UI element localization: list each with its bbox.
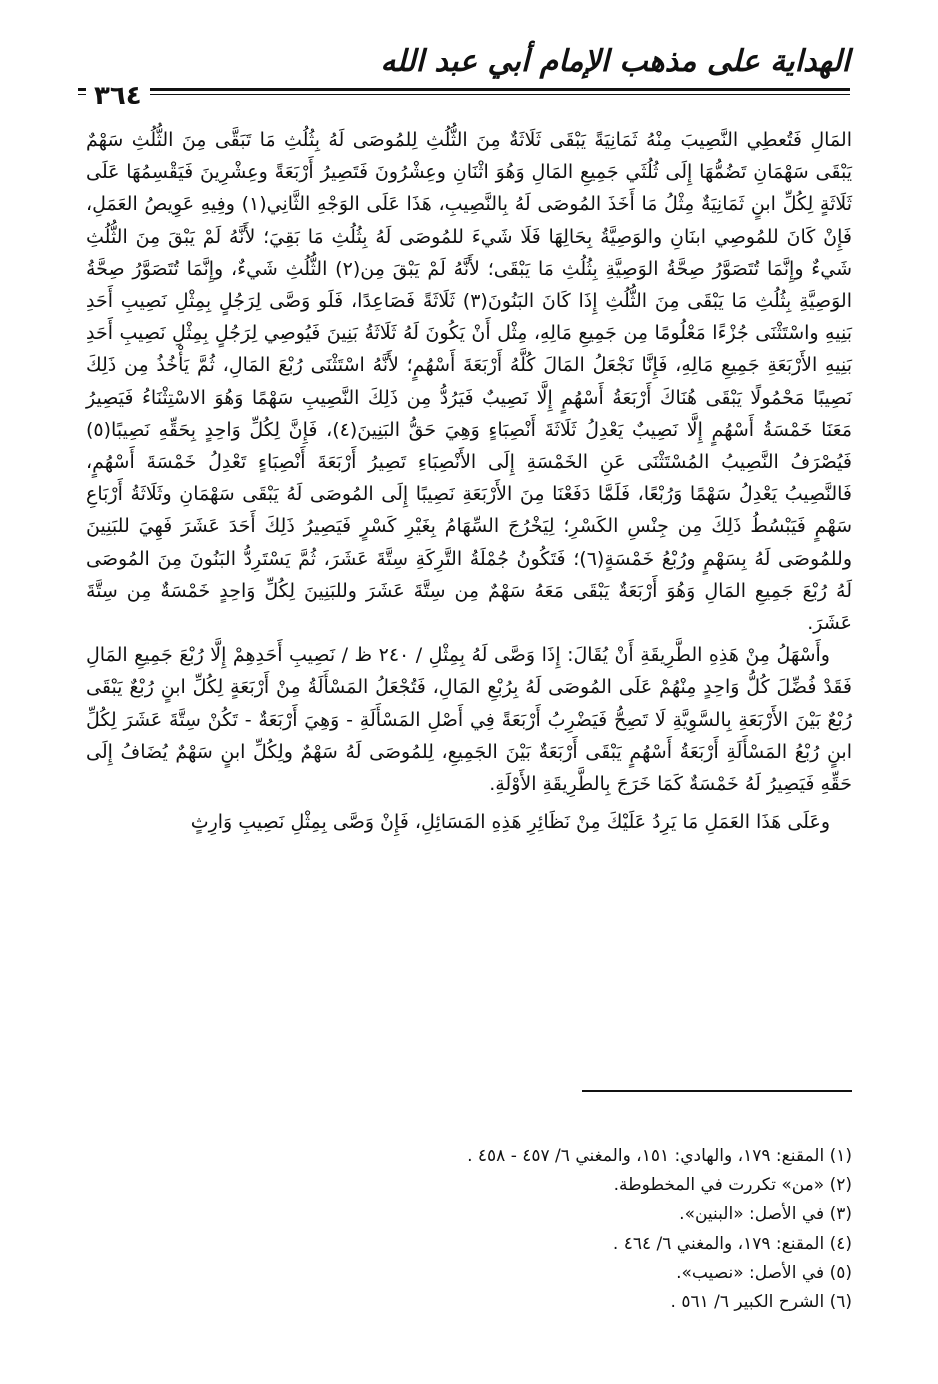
footnote-separator (582, 1090, 852, 1092)
header-rule-thin (78, 94, 850, 95)
paragraph: وأَسْهَلُ مِنْ هَذِهِ الطَّرِيقَةِ أَنْ يُقَالَ: إِذَا وَصَّى لَهُ بِمِثْلِ / ٢٤٠ ظ / نَصِيبِ أَحَدِهِمْ إِلَّا رُبْعَ جَمِيعِ المَالِ فَقَدْ فُضِّلَ كُلُّ وَاحِدٍ مِنْهُمْ عَلَى المُوصَى لَهُ بِرُبْعِ المَالِ، فَتُجْعَلُ المَسْأَلَةُ مِنْ أَرْبَعَةٍ لِكُلِّ ابنٍ رُبْعٌ يَبْقَى رُبْعٌ بَيْنَ الأَرْبَعَةِ بِالسَّوِيَّةِ لَا تَصِحُّ فَيَضْرِبُ أَرْبَعَةً فِي أَصْلِ المَسْأَلَةِ - وَهِيَ أَرْبَعَةٌ - تَكُنْ سِتَّةَ عَشَرَ لِكُلِّ ابنٍ رُبْعُ المَسْأَلَةِ أَرْبَعَةُ أَسْهُمٍ يَبْقَى أَرْبَعَةٌ بَيْنَ الجَمِيعِ، لِلمُوصَى لَهُ سَهْمٌ ولِكُلِّ ابنٍ سَهْمٌ يُضَافُ إِلَى حَقِّهِ فَيَصِيرُ لَهُ خَمْسَةٌ كَمَا خَرَجَ بِالطَّرِيقَةِ الأَوْلَةِ. (86, 644, 852, 796)
footnote: (٤) المقنع: ١٧٩، والمغني ٦/ ٤٦٤ . (612, 1233, 852, 1254)
footnote: (٢) «من» تكررت في المخطوطة. (613, 1175, 852, 1196)
footnotes (200, 1142, 852, 1317)
running-title: الهداية على مذهب الإمام أبي عبد الله (380, 44, 850, 79)
footnote: (٥) في الأصل: «نصيب». (676, 1262, 852, 1283)
header-rule-thick (78, 88, 850, 91)
paragraph: وعَلَى هَذَا العَمَلِ مَا يَرِدُ عَلَيْكَ مِنْ نَظَائِرِ هَذِهِ المَسَائِلِ، فَإِنْ وَصَّى بِمِثْلِ نَصِيبِ وَارِثٍ (190, 811, 830, 834)
footnote: (١) المقنع: ١٧٩، والهادي: ١٥١، والمغني ٦/ ٤٥٧ - ٤٥٨ . (467, 1146, 852, 1166)
footnote: (٦) الشرح الكبير ٦/ ٥٦١ . (670, 1292, 852, 1313)
main-text (86, 124, 852, 838)
footnote: (٣) في الأصل: «البنين». (679, 1204, 852, 1225)
page-number: ٣٦٤ (86, 82, 150, 110)
paragraph: المَالِ فَتُعطِي النَّصِيبَ مِنْهُ ثَمَانِيَةً يَبْقَى ثَلَاثَةٌ مِنَ الثُّلُثِ لِلمُوصَى لَهُ بِثُلُثِ مَا تَبَقَّى مِنَ الثُّلُثِ سَهْمٌ يَبْقَى سَهْمَانِ تَضُمُّهَا إِلَى ثُلُثَي جَمِيعِ المَالِ وَهُوَ اثْنَانِ وعِشْرُونَ فَتَصِيرُ أَرْبَعَةً وعِشْرِينَ فَيَقْسِمُهَا عَلَى ثَلَاثَةٍ لِكُلِّ ابنٍ ثَمَانِيَةٌ مِثْلُ مَا أَخَذَ المُوصَى لَهُ بِالنَّصِيبِ، هَذَا عَلَى الوَجْهِ الثَّانِي(١) وفِيهِ عَوِيصُ العَمَلِ، فَإِنْ كَانَ للمُوصِي ابنَانِ والوَصِيَّةُ بِحَالِهَا فَلَا شَيءَ للمُوصَى لَهُ بِثُلُثِ مَا بَقِيَ؛ لأَنَّهُ لَمْ يَبْقَ مِنَ الثُّلُثِ شَيءٌ وإِنَّمَا تُتَصَوَّرُ صِحَّةُ الوَصِيَّةِ بِثُلُثِ مَا يَبْقَى؛ لأَنَّهُ لَمْ يَبْقَ مِن(٢) الثُّلُثِ شَيءٌ، وإِنَّمَا تُتَصَوَّرُ صِحَّةُ الوَصِيَّةِ بِثُلُثِ مَا يَبْقَى مِنَ الثُّلُثِ إِذَا كَانَ البَنُونَ(٣) ثَلَاثَةً فَصَاعِدًا، فَلَو وَصَّى لِرَجُلٍ بِمِثْلِ نَصِيبِ أَحَدِ بَنِيهِ واسْتَثْنَى جُزْءًا مَعْلُومًا مِن جَمِيعِ مَالِهِ، مِثْل أَنْ يَكُونَ لَهُ ثَلَاثَةُ بَنِينَ فَيُوصِي لِرَجُلٍ بِمِثْلِ نَصِيبِ أَحَدِ بَنِيهِ الأَرْبَعَةِ جَمِيعِ مَالِهِ، فَإِنَّا نَجْعَلُ المَالَ كُلَّهُ أَرْبَعَةَ أَسْهُمٍ؛ لأَنَّهُ اسْتَثْنَى رُبْعَ المَالِ، ثُمَّ يَأْخُذُ مِن ذَلِكَ نَصِيبًا مَحْمُولًا يَبْقَى هُنَاكَ أَرْبَعَةُ أَسْهُمٍ إِلَّا نَصِيبٌ فَيَرُدُّ مِن ذَلِكَ النَّصِيبِ سَهْمًا وَهُوَ الاسْتِثْنَاءُ فَيَصِيرُ مَعَنَا خَمْسَةُ أَسْهُمٍ إِلَّا نَصِيبٌ يَعْدِلُ ثَلَاثَةَ أَنْصِبَاءٍ وَهِيَ حَقُّ البَنِينَ(٤)، فَإِنَّ لِكُلِّ وَاحِدٍ بِحَقِّهِ نَصِيبًا(٥) فَيُصْرَفُ النَّصِيبُ المُسْتَثْنَى عَنِ الخَمْسَةِ إِلَى الأَنْصِبَاءِ تَصِيرُ أَرْبَعَةَ أَنْصِبَاءٍ تَعْدِلُ خَمْسَةَ أَسْهُمٍ، فَالنَّصِيبُ يَعْدِلُ سَهْمًا وَرُبْعًا، فَلَمَّا دَفَعْنَا مِنَ الأَرْبَعَةِ نَصِيبًا إِلَى المُوصَى لَهُ يَبْقَى سَهْمَانِ وثَلَاثَةُ أَرْبَاعِ سَهْمٍ فَيَبْسُطُ ذَلِكَ مِن جِنْسِ الكَسْرِ؛ لِيَخْرُجَ السِّهَامُ بِغَيْرِ كَسْرٍ فَيَصِيرُ ذَلِكَ أَحَدَ عَشَرَ فَهِيَ للبَنِينَ وللمُوصَى لَهُ بِسَهْمٍ ورُبْعُ خَمْسَةٍ(٦)؛ فَتَكُونُ جُمْلَةُ التَّرِكَةِ سِتَّةَ عَشَرَ، ثُمَّ يَسْتَرِدُّ البَنُونَ مِنَ المُوصَى لَهُ رُبْعَ جَمِيعِ المَالِ وَهُوَ أَرْبَعَةٌ يَبْقَى مَعَهُ سَهْمٌ مِن سِتَّةَ عَشَرَ وللبَنِينَ لِكُلِّ وَاحِدٍ خَمْسَةٌ مِن سِتَّةَ عَشَرَ. (86, 129, 852, 635)
page-header (78, 40, 850, 111)
